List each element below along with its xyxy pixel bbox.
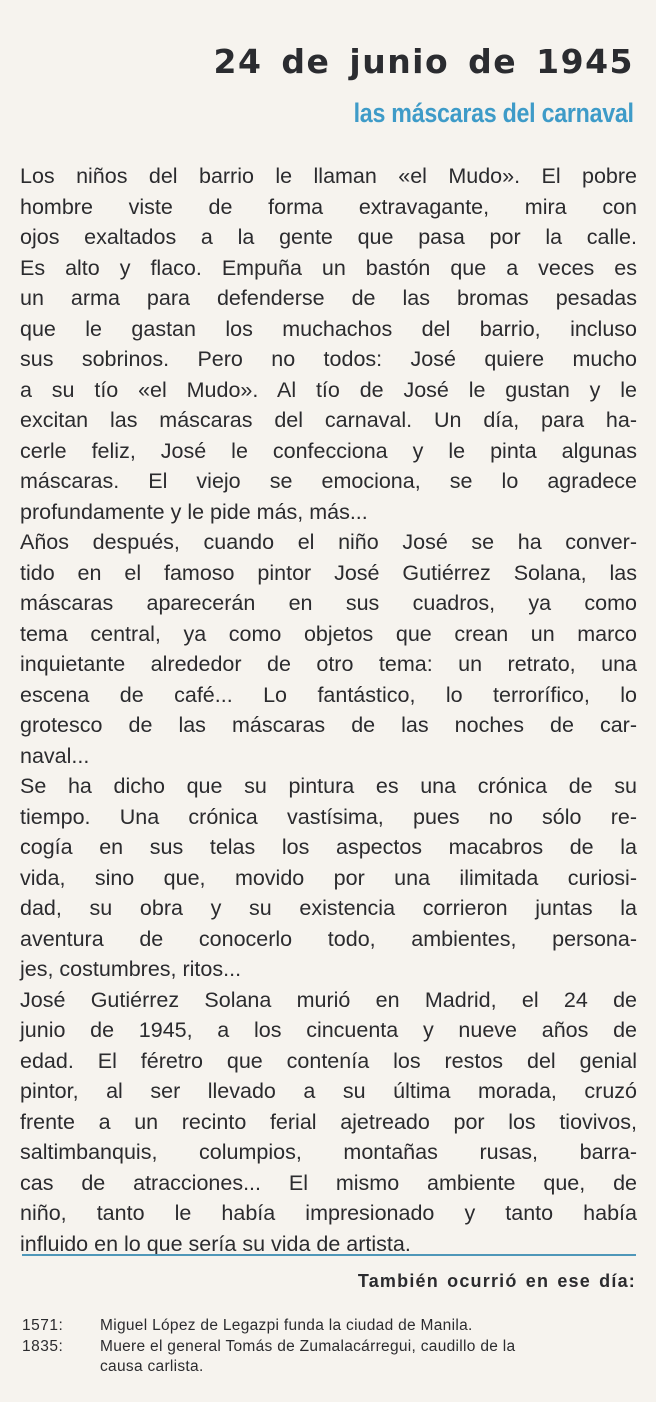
events-list [22, 1316, 642, 1378]
article-line: grotesco de las máscaras de las noches de car- [20, 713, 637, 737]
article-line: José Gutiérrez Solana murió en Madrid, el 24 de [20, 987, 637, 1012]
article-line: dad, su obra y su existencia corrieron juntas la [20, 896, 637, 920]
article-line: junio de 1945, a los cincuenta y nueve años de [20, 1018, 637, 1042]
article-line: inquietante alrededor de otro tema: un retrato, una [20, 652, 637, 676]
article-line: tema central, ya como objetos que crean un marco [20, 621, 637, 646]
page-title: 24 de junio de 1945 [213, 42, 634, 81]
article-line: sus sobrinos. Pero no todos: José quiere mucho [20, 347, 637, 371]
article-line: tido en el famoso pintor José Gutiérrez Solana, las [20, 560, 637, 585]
event-description-line: causa carlista. [100, 1358, 204, 1375]
section-divider [22, 1254, 636, 1256]
event-description [100, 1337, 642, 1377]
article-line: máscaras aparecerán en sus cuadros, ya como [20, 591, 637, 615]
article-line: Los niños del barrio le llaman «el Mudo». El pobre [20, 164, 637, 188]
article-line: que le gastan los muchachos del barrio, incluso [20, 316, 637, 341]
article-body [20, 161, 637, 1259]
article-line: Años después, cuando el niño José se ha conver- [20, 530, 637, 554]
article-line: cas de atracciones... El mismo ambiente que, de [20, 1170, 637, 1195]
article-line: un arma para defenderse de las bromas pesadas [20, 286, 637, 310]
article-line: frente a un recinto ferial ajetreado por los tiovivos, [20, 1109, 637, 1134]
event-item [22, 1316, 642, 1336]
article-line: escena de café... Lo fantástico, lo terrorífico, lo [20, 682, 637, 707]
event-description-line: Miguel López de Legazpi funda la ciudad de Manila. [100, 1317, 473, 1334]
article-line: hombre viste de forma extravagante, mira con [20, 194, 637, 219]
event-description-line: Muere el general Tomás de Zumalacárregui, caudillo de la [100, 1338, 516, 1355]
event-item [22, 1337, 642, 1377]
event-description [100, 1316, 642, 1336]
also-happened-heading: También ocurrió en ese día: [357, 1271, 636, 1291]
article-line: Se ha dicho que su pintura es una crónica de su [20, 774, 637, 798]
article-line: aventura de conocerlo todo, ambientes, persona- [20, 926, 637, 951]
page-subtitle: las máscaras del carnaval [353, 98, 634, 128]
event-year: 1571: [22, 1317, 64, 1334]
article-line: cogía en sus telas los aspectos macabros de la [20, 835, 637, 859]
article-line: naval... [20, 743, 90, 768]
article-line: ojos exaltados a la gente que pasa por la calle. [20, 225, 637, 249]
article-line: a su tío «el Mudo». Al tío de José le gustan y le [20, 377, 637, 402]
article-line: profundamente y le pide más, más... [20, 499, 368, 524]
article-line: excitan las máscaras del carnaval. Un día, para ha- [20, 408, 637, 432]
article-line: máscaras. El viejo se emociona, se lo agradece [20, 469, 637, 493]
article-line: pintor, al ser llevado a su última morada, cruzó [20, 1079, 637, 1103]
article-line: influido en lo que sería su vida de artista. [20, 1231, 411, 1256]
article-line: vida, sino que, movido por una ilimitada curiosi- [20, 865, 637, 890]
article-line: edad. El féretro que contenía los restos del genial [20, 1048, 637, 1073]
article-line: saltimbanquis, columpios, montañas rusas, barra- [20, 1140, 637, 1164]
article-line: tiempo. Una crónica vastísima, pues no sólo re- [20, 804, 637, 829]
article-line: niño, tanto le había impresionado y tanto había [20, 1201, 637, 1225]
event-year: 1835: [22, 1338, 64, 1355]
article-line: jes, costumbres, ritos... [20, 957, 242, 981]
article-line: cerle feliz, José le confecciona y le pinta algunas [20, 438, 637, 463]
article-line: Es alto y flaco. Empuña un bastón que a veces es [20, 255, 637, 280]
